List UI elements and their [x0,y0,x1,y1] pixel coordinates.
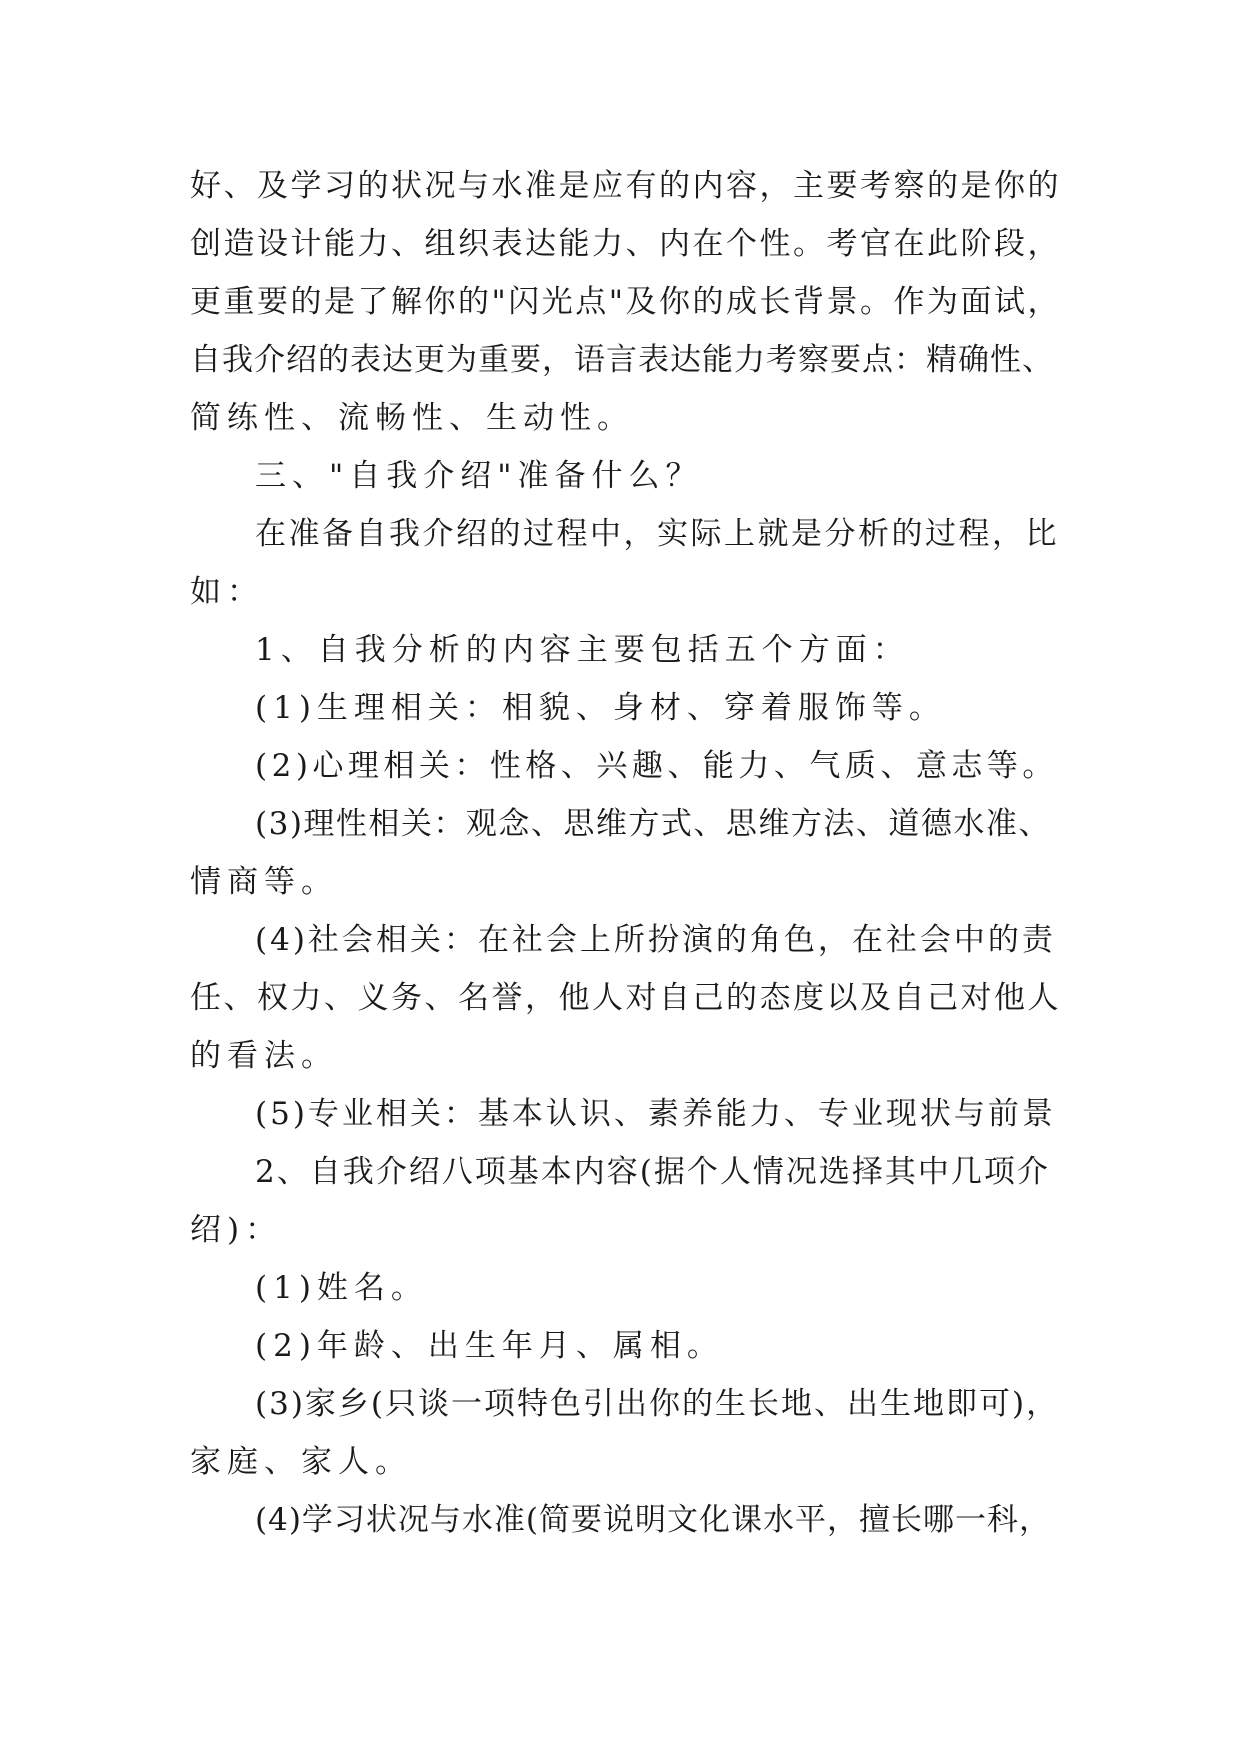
list-item: (4)社会相关：在社会上所扮演的角色，在社会中的责 [255,922,1056,958]
list-heading: 1、自我分析的内容主要包括五个方面： [255,632,910,668]
section-heading: 三、"自我介绍"准备什么？ [255,458,703,494]
list-item: (2)心理相关：性格、兴趣、能力、气质、意志等。 [255,748,1058,784]
list-item: (3)家乡(只谈一项特色引出你的生长地、出生地即可)， [255,1386,1060,1422]
list-item-continuation: 家庭、家人。 [190,1444,412,1480]
list-item: (1)姓名。 [255,1270,428,1306]
list-item-continuation: 任、权力、义务、名誉，他人对自己的态度以及自己对他人 [190,980,1061,1016]
list-heading-continuation: 绍)： [190,1212,283,1248]
list-item: (2)年龄、出生年月、属相。 [255,1328,724,1364]
body-line: 自我介绍的表达更为重要，语言表达能力考察要点：精确性、 [190,342,1054,378]
list-item: (4)学习状况与水准(简要说明文化课水平，擅长哪一科， [255,1502,1052,1538]
list-item: (3)理性相关：观念、思维方式、思维方法、道德水准、 [255,806,1051,842]
body-line: 在准备自我介绍的过程中，实际上就是分析的过程，比 [255,516,1059,552]
body-line: 好、及学习的状况与水准是应有的内容，主要考察的是你的 [190,168,1061,204]
list-item-continuation: 的看法。 [190,1038,338,1074]
list-item: (1)生理相关：相貌、身材、穿着服饰等。 [255,690,946,726]
body-line: 简练性、流畅性、生动性。 [190,400,634,436]
body-line: 如： [190,574,264,610]
list-item: (5)专业相关：基本认识、素养能力、专业现状与前景 [255,1096,1056,1132]
list-heading: 2、自我介绍八项基本内容(据个人情况选择其中几项介 [255,1154,1050,1190]
list-item-continuation: 情商等。 [190,864,338,900]
body-line: 更重要的是了解你的"闪光点"及你的成长背景。作为面试， [190,284,1062,320]
body-line: 创造设计能力、组织表达能力、内在个性。考官在此阶段， [190,226,1061,262]
